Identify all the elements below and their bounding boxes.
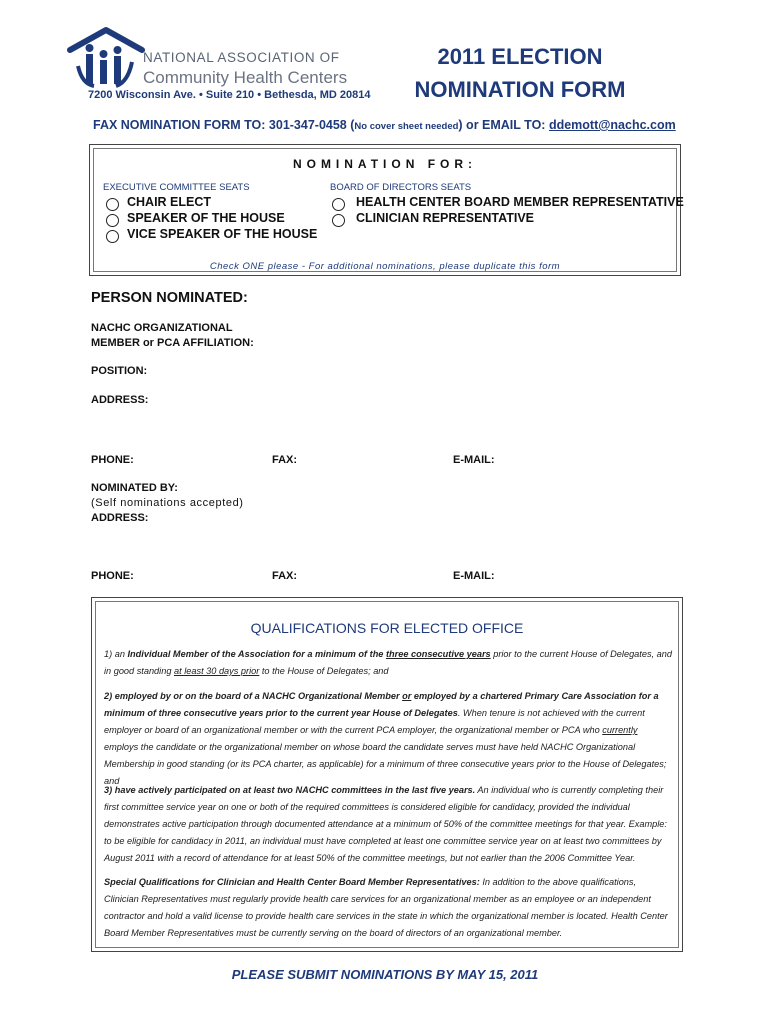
form-title-line1: 2011 ELECTION — [437, 44, 603, 69]
phone-label: PHONE: — [91, 454, 134, 466]
check-one-note: Check ONE please - For additional nominations, please duplicate this form — [209, 261, 561, 272]
seat-clinician-rep: CLINICIAN REPRESENTATIVE — [356, 211, 535, 225]
nomination-box — [89, 144, 684, 276]
board-seats-label: BOARD OF DIRECTORS SEATS — [330, 182, 472, 193]
special-qualifications: Special Qualifications for Clinician and Health Center Board Member Representatives: In addition to the above qualifications, Clinician Representatives must regularly provide health care services for an organizational member as an employee or an independent contractor and hold a valid license to provide health care services in the state in which the organizational member is located. Health Center Board Member Representatives must be currently serving on the board of directors of an organizational member. — [104, 877, 668, 938]
qualification-2: 2) employed by or on the board of a NACHC Organizational Member or employed by a chartered Primary Care Association for a minimum of three consecutive years prior to the current year House of Delegates. When tenure is not achieved with the current employer or board of an organizational member or with the current PCA employer, the organizational member or PCA who currently employs the candidate or the organizational member on whose board the candidate serves must have held NACHC Organizational Membership in good standing (or its PCA charter, as applicable) for a minimum of three consecutive years prior to the House of Delegates; and — [104, 691, 667, 786]
nominator-address-label: ADDRESS: — [91, 512, 149, 524]
org-name-line2: Community Health Centers — [143, 68, 348, 87]
qualification-1: 1) an Individual Member of the Association for a minimum of the three consecutive years prior to the current House of Delegates, and in good standing at least 30 days prior to the House of Delegates; and — [104, 649, 672, 676]
address-label: ADDRESS: — [91, 394, 149, 406]
radio-clinician-rep[interactable] — [332, 214, 345, 227]
nominator-fax-label: FAX: — [272, 570, 298, 582]
org-name-line1: NATIONAL ASSOCIATION OF — [143, 50, 340, 65]
email-link[interactable]: ddemott@nachc.com — [548, 118, 676, 132]
nominator-email-label: E-MAIL: — [453, 570, 495, 582]
form-title-line2: NOMINATION FORM — [414, 77, 626, 102]
seat-board-member-rep: HEALTH CENTER BOARD MEMBER REPRESENTATIVE — [356, 195, 684, 209]
qualifications-title: QUALIFICATIONS FOR ELECTED OFFICE — [250, 620, 524, 636]
radio-board-member-rep[interactable] — [332, 198, 345, 211]
submit-deadline: PLEASE SUBMIT NOMINATIONS BY MAY 15, 2011 — [231, 967, 539, 982]
self-nomination-note: (Self nominations accepted) — [91, 497, 244, 509]
affiliation-label-line1: NACHC ORGANIZATIONAL — [91, 322, 233, 334]
nominated-by-heading: NOMINATED BY: — [91, 482, 178, 494]
exec-seats-label: EXECUTIVE COMMITTEE SEATS — [103, 182, 250, 193]
radio-vice-speaker[interactable] — [106, 230, 119, 243]
house-with-people-icon — [66, 26, 146, 90]
email-label: E-MAIL: — [453, 454, 495, 466]
fax-email-instructions: FAX NOMINATION FORM TO: 301-347-0458 (No cover sheet needed) or EMAIL TO: ddemott@nachc.com — [93, 118, 676, 132]
person-nominated-heading: PERSON NOMINATED: — [91, 290, 248, 306]
seat-speaker: SPEAKER OF THE HOUSE — [127, 211, 285, 225]
seat-chair-elect: CHAIR ELECT — [127, 195, 212, 209]
qualifications-box — [91, 597, 683, 952]
fax-label: FAX: — [272, 454, 298, 466]
radio-speaker[interactable] — [106, 214, 119, 227]
affiliation-label-line2: MEMBER or PCA AFFILIATION: — [91, 337, 254, 349]
org-address: 7200 Wisconsin Ave. • Suite 210 • Bethesda, MD 20814 — [88, 89, 371, 101]
position-label: POSITION: — [91, 365, 148, 377]
qualification-3: 3) have actively participated on at least two NACHC committees in the last five years. An individual who is currently completing their first committee service year on one or both of the required committees is considered eligible for candidacy, provided the individual demonstrates active participation through documented attendance at a minimum of 50% of the committee meetings for that year. Example: to be eligible for candidacy in 2011, an individual must have completed at least one committee service year on at least two committees by August 2011 with a record of attendance for at least 50% of the committee meetings, but not earlier than the 2006 Committee Year. — [104, 785, 667, 863]
seat-vice-speaker: VICE SPEAKER OF THE HOUSE — [127, 227, 318, 241]
nominator-phone-label: PHONE: — [91, 570, 134, 582]
radio-chair-elect[interactable] — [106, 198, 119, 211]
nomination-for-heading: NOMINATION FOR: — [292, 157, 478, 171]
